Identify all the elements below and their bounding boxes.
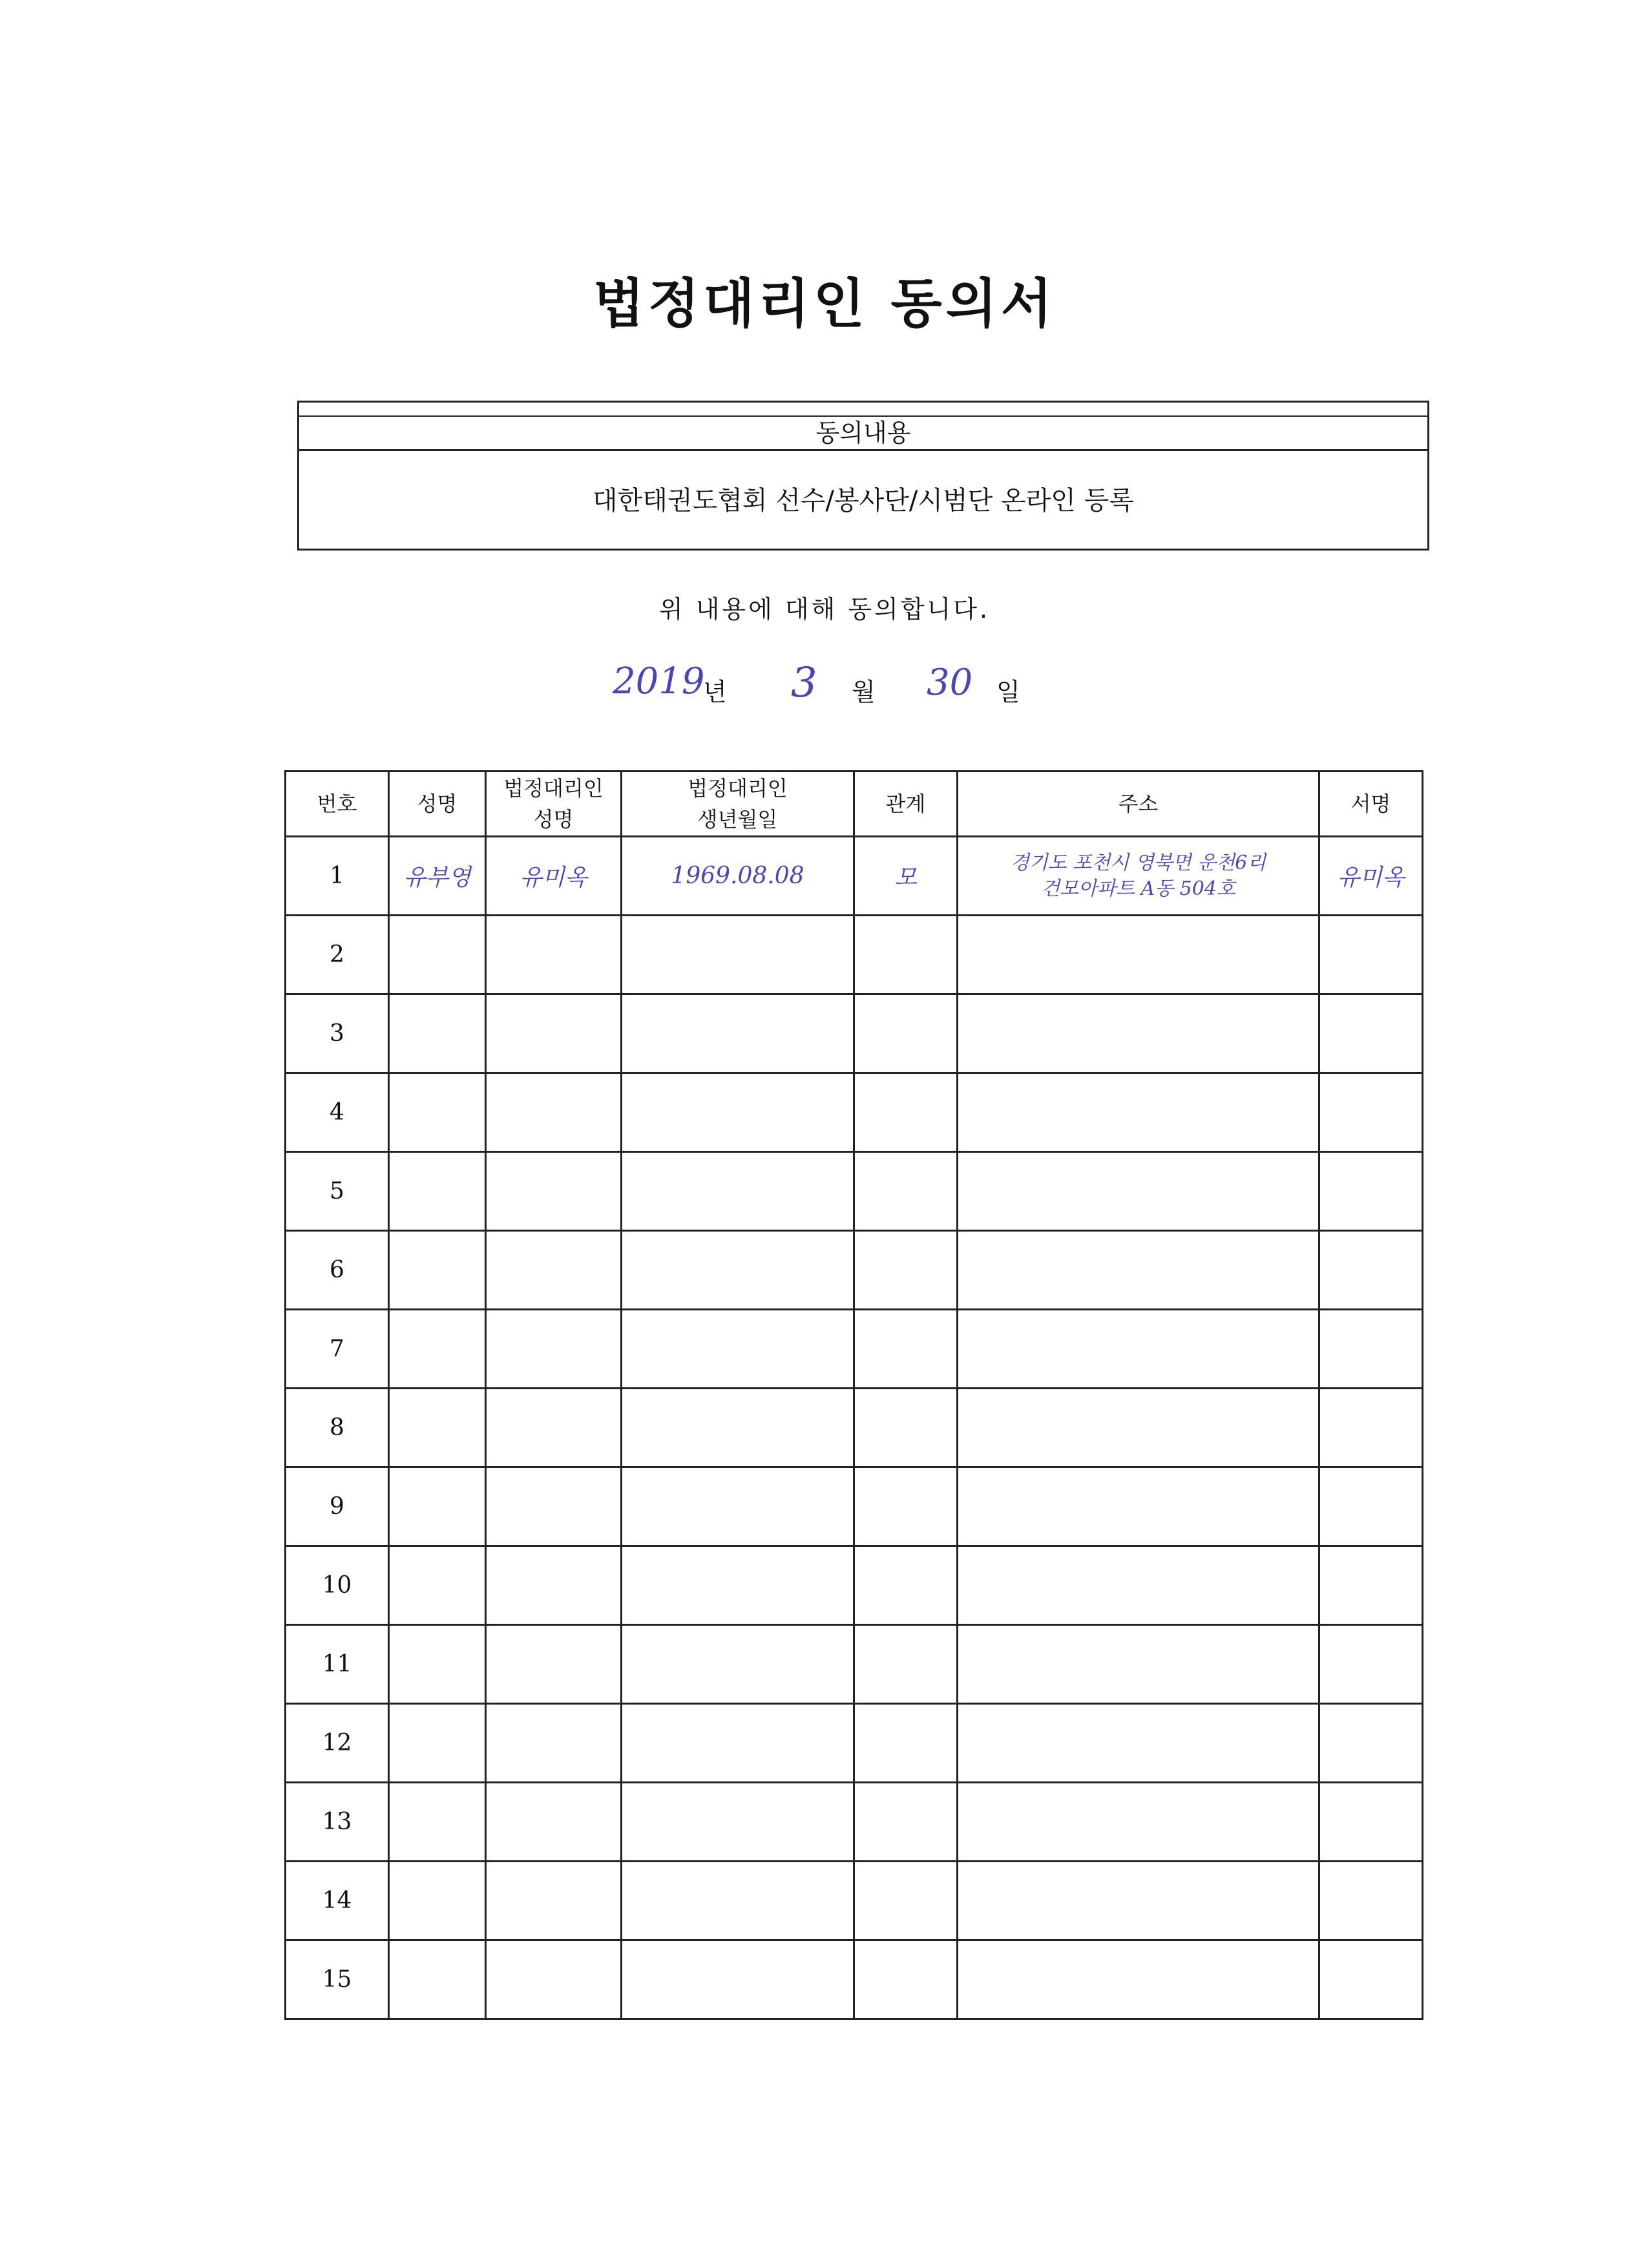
row-name <box>389 1389 486 1467</box>
row-name <box>389 1073 486 1152</box>
row-signature <box>1319 1231 1423 1310</box>
row-relation <box>854 1389 958 1467</box>
header-address: 주소 <box>958 772 1319 837</box>
row-guardian-birth <box>622 1389 854 1467</box>
document-title: 법정대리인 동의서 <box>593 273 1056 335</box>
row-name <box>389 994 486 1073</box>
row-relation <box>854 1073 958 1152</box>
table-row <box>286 916 1423 994</box>
row-no: 13 <box>286 1783 389 1862</box>
row-no: 3 <box>286 994 389 1073</box>
row-address <box>958 1310 1319 1389</box>
consent-box-header: 동의내용 <box>299 417 1427 451</box>
table-row <box>286 1546 1423 1625</box>
row-signature <box>1319 1389 1423 1467</box>
row-no: 14 <box>286 1862 389 1940</box>
row-relation <box>854 1862 958 1940</box>
row-guardian-birth <box>622 1546 854 1625</box>
row-guardian-birth <box>622 1704 854 1783</box>
row-address <box>958 916 1319 994</box>
row-no: 7 <box>286 1310 389 1389</box>
row-relation <box>854 1783 958 1862</box>
row-signature <box>1319 1783 1423 1862</box>
row-signature <box>1319 916 1423 994</box>
guardian-registration-table <box>284 770 1423 2020</box>
row-guardian-birth <box>622 1783 854 1862</box>
row-no: 11 <box>286 1625 389 1704</box>
row-name <box>389 1940 486 2019</box>
table-row <box>286 1467 1423 1546</box>
table-row <box>286 1073 1423 1152</box>
row-address <box>958 1152 1319 1231</box>
row-signature: 유미옥 <box>1319 837 1423 916</box>
row-relation <box>854 1467 958 1546</box>
row-no: 2 <box>286 916 389 994</box>
row-name <box>389 1862 486 1940</box>
row-guardian-name <box>486 916 622 994</box>
row-no: 8 <box>286 1389 389 1467</box>
row-name <box>389 1704 486 1783</box>
row-address <box>958 1704 1319 1783</box>
row-name <box>389 1231 486 1310</box>
date-day-handwritten: 30 <box>927 662 973 704</box>
row-address-line2: 건모아파트 A동 504호 <box>1041 877 1235 900</box>
header-guardian-birth-line2: 생년월일 <box>697 807 778 832</box>
row-guardian-name <box>486 1231 622 1310</box>
row-address <box>958 1783 1319 1862</box>
row-signature <box>1319 1862 1423 1940</box>
row-no: 4 <box>286 1073 389 1152</box>
row-guardian-name <box>486 1467 622 1546</box>
row-no: 10 <box>286 1546 389 1625</box>
row-guardian-birth <box>622 1310 854 1389</box>
row-relation <box>854 1704 958 1783</box>
table-row <box>286 1625 1423 1704</box>
row-guardian-birth <box>622 1940 854 2019</box>
row-guardian-name <box>486 1862 622 1940</box>
header-guardian-birth-line1: 법정대리인 <box>688 776 788 801</box>
row-no: 6 <box>286 1231 389 1310</box>
row-name <box>389 1467 486 1546</box>
row-name <box>389 1783 486 1862</box>
row-guardian-birth <box>622 994 854 1073</box>
header-guardian-birth <box>622 772 854 837</box>
row-signature <box>1319 1467 1423 1546</box>
row-no: 1 <box>286 837 389 916</box>
row-guardian-name: 유미옥 <box>486 837 622 916</box>
table-row <box>286 1783 1423 1862</box>
row-address-line1: 경기도 포천시 영북면 운천6리 <box>1010 851 1266 874</box>
row-address <box>958 1073 1319 1152</box>
header-guardian-name-line1: 법정대리인 <box>503 776 604 801</box>
row-signature <box>1319 1625 1423 1704</box>
row-guardian-name <box>486 1940 622 2019</box>
table-row <box>286 1310 1423 1389</box>
header-relation: 관계 <box>854 772 958 837</box>
row-signature <box>1319 1704 1423 1783</box>
row-relation <box>854 1940 958 2019</box>
row-name <box>389 1310 486 1389</box>
row-relation <box>854 994 958 1073</box>
row-address <box>958 1467 1319 1546</box>
header-signature: 서명 <box>1319 772 1423 837</box>
header-name: 성명 <box>389 772 486 837</box>
row-guardian-name <box>486 1625 622 1704</box>
header-guardian-name-line2: 성명 <box>533 807 574 832</box>
row-guardian-birth <box>622 1231 854 1310</box>
table-row <box>286 1704 1423 1783</box>
header-no: 번호 <box>286 772 389 837</box>
row-relation <box>854 1231 958 1310</box>
row-guardian-name <box>486 1783 622 1862</box>
row-relation <box>854 1625 958 1704</box>
row-guardian-birth <box>622 1467 854 1546</box>
row-guardian-name <box>486 1073 622 1152</box>
date-month-handwritten: 3 <box>791 659 817 707</box>
row-address <box>958 837 1319 916</box>
row-no: 5 <box>286 1152 389 1231</box>
row-name <box>389 1625 486 1704</box>
row-relation <box>854 916 958 994</box>
table-row <box>286 1389 1423 1467</box>
row-address <box>958 1389 1319 1467</box>
row-signature <box>1319 1310 1423 1389</box>
header-guardian-name <box>486 772 622 837</box>
row-signature <box>1319 1940 1423 2019</box>
row-address <box>958 1862 1319 1940</box>
table-row <box>286 1862 1423 1940</box>
row-address <box>958 994 1319 1073</box>
row-no: 9 <box>286 1467 389 1546</box>
table-header-row <box>286 772 1423 837</box>
date-year-handwritten: 2019 <box>613 660 705 702</box>
table-row <box>286 837 1423 916</box>
row-guardian-name <box>486 1704 622 1783</box>
row-relation <box>854 1310 958 1389</box>
row-address <box>958 1546 1319 1625</box>
consent-box-content: 대한태권도협회 선수/봉사단/시범단 온라인 등록 <box>593 486 1134 516</box>
row-name <box>389 916 486 994</box>
row-guardian-name <box>486 1152 622 1231</box>
table-row <box>286 994 1423 1073</box>
consent-content-box <box>297 401 1429 551</box>
row-signature <box>1319 1152 1423 1231</box>
row-address <box>958 1231 1319 1310</box>
row-relation <box>854 1152 958 1231</box>
row-signature <box>1319 994 1423 1073</box>
row-guardian-birth <box>622 1862 854 1940</box>
table-row <box>286 1940 1423 2019</box>
row-name <box>389 1152 486 1231</box>
row-name <box>389 1546 486 1625</box>
row-relation: 모 <box>854 837 958 916</box>
row-guardian-birth <box>622 916 854 994</box>
date-day-label: 일 <box>996 678 1020 706</box>
row-signature <box>1319 1073 1423 1152</box>
row-signature <box>1319 1546 1423 1625</box>
row-guardian-name <box>486 1310 622 1389</box>
date-year-label: 년 <box>703 678 727 706</box>
row-address <box>958 1940 1319 2019</box>
row-guardian-birth <box>622 1625 854 1704</box>
row-guardian-birth <box>622 1073 854 1152</box>
row-guardian-birth: 1969.08.08 <box>622 837 854 916</box>
table-row <box>286 1231 1423 1310</box>
table-row <box>286 1152 1423 1231</box>
row-guardian-birth <box>622 1152 854 1231</box>
row-no: 15 <box>286 1940 389 2019</box>
row-address <box>958 1625 1319 1704</box>
date-month-label: 월 <box>852 678 876 706</box>
row-guardian-name <box>486 1389 622 1467</box>
row-name: 유부영 <box>389 837 486 916</box>
row-guardian-name <box>486 1546 622 1625</box>
agreement-statement: 위 내용에 대해 동의합니다. <box>658 595 991 624</box>
row-relation <box>854 1546 958 1625</box>
row-no: 12 <box>286 1704 389 1783</box>
row-guardian-name <box>486 994 622 1073</box>
